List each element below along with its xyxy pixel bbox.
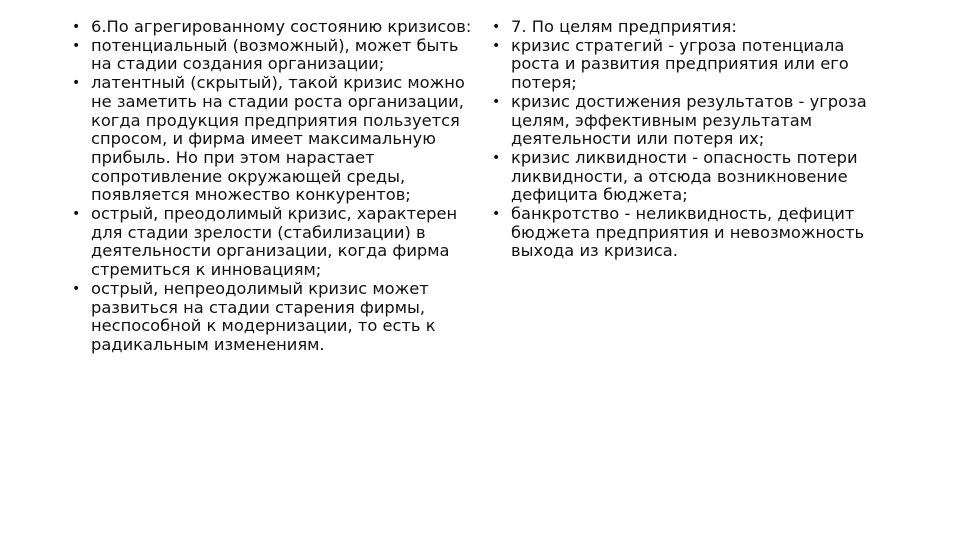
list-item [72, 280, 472, 355]
bullet-icon: • [492, 206, 501, 223]
bullet-icon: • [72, 19, 81, 35]
list-item [72, 74, 472, 205]
list-item [72, 205, 472, 280]
left-bullet-list [72, 18, 472, 355]
bullet-icon: • [72, 280, 81, 297]
list-item-text: 6.По агрегированному состоянию кризисов: [91, 17, 472, 36]
bullet-icon: • [72, 206, 81, 223]
bullet-icon: • [492, 37, 501, 54]
list-item-text: острый, преодолимый кризис, характерен для стадии зрелости (стабилизации) в деятельности организации, когда фирма стремиться к инновациям; [91, 204, 458, 280]
list-item-text: банкротство - неликвидность, дефицит бюджета предприятия и невозможность выхода из кризиса. [511, 204, 865, 261]
list-item-text: кризис ликвидности - опасность потери ликвидности, а отсюда возникновение дефицита бюджета; [511, 147, 858, 205]
list-item [72, 37, 472, 74]
bullet-icon: • [72, 75, 81, 92]
list-item [492, 37, 892, 93]
list-item-text: кризис достижения результатов - угроза целям, эффективным результатам деятельности или потеря их; [511, 91, 867, 149]
list-item [492, 149, 892, 205]
list-item [492, 93, 892, 149]
list-item [72, 18, 472, 37]
list-item-text: кризис стратегий - угроза потенциала роста и развития предприятия или его потеря; [511, 35, 849, 93]
bullet-icon: • [72, 37, 81, 54]
bullet-icon: • [492, 19, 501, 35]
right-bullet-list [492, 18, 892, 261]
list-item-text: латентный (скрытый), такой кризис можно не заметить на стадии роста организации, когда продукция предприятия пользуется спросом, и фирма имеет максимальную прибыль. Но при этом нарастает сопротивление окружающей среды, появляется множество конкурентов; [91, 73, 465, 205]
list-item [492, 18, 892, 37]
list-item-text: острый, непреодолимый кризис может развиться на стадии старения фирмы, неспособной к модернизации, то есть к радикальным изменениям. [91, 278, 436, 354]
bullet-icon: • [492, 93, 501, 110]
list-item-text: 7. По целям предприятия: [511, 17, 737, 36]
bullet-icon: • [492, 149, 501, 166]
list-item [492, 205, 892, 261]
list-item-text: потенциальный (возможный), может быть на стадии создания организации; [91, 35, 459, 74]
